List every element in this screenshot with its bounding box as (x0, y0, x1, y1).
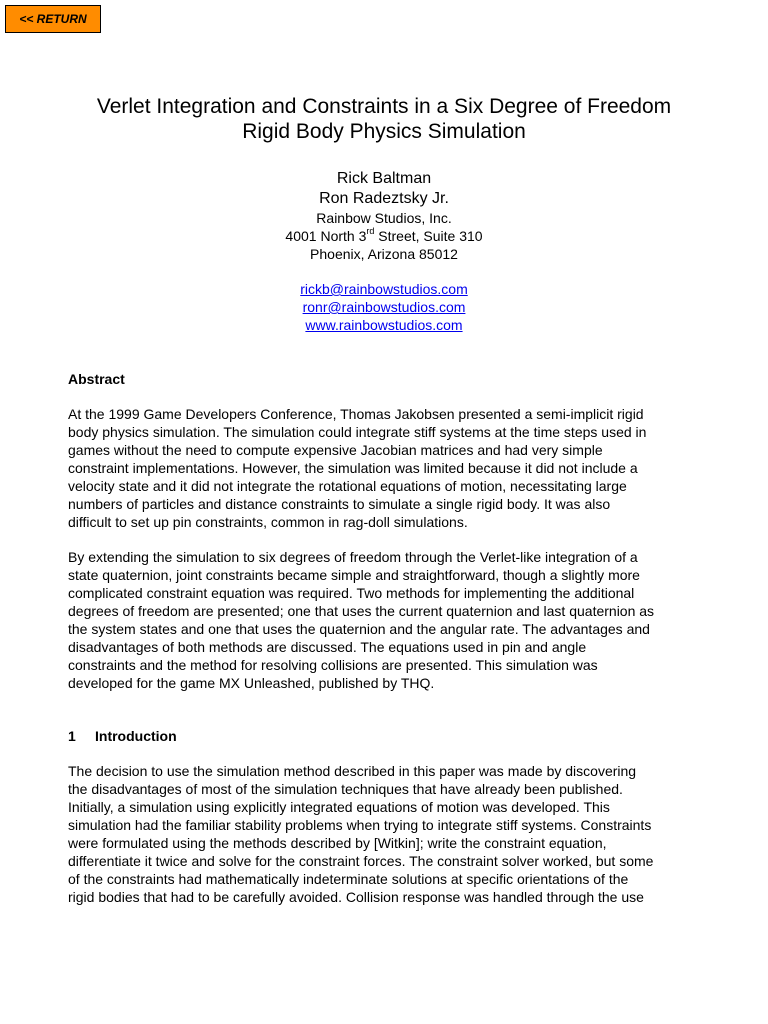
author-name: Rick Baltman (336, 170, 432, 187)
email-link-rickb[interactable]: rickb@rainbowstudios.com (300, 281, 468, 297)
text-line: body physics simulation. The simulation could integrate stiff systems at the time steps used in (68, 424, 647, 440)
author-block (0, 169, 768, 263)
address-superscript: rd (366, 226, 375, 237)
website-link[interactable]: www.rainbowstudios.com (305, 317, 463, 333)
paper-title (0, 94, 768, 144)
contact-links (0, 280, 768, 334)
text-line: numbers of particles and distance constraints to simulate a single rigid body. It was also (68, 496, 611, 512)
text-line: At the 1999 Game Developers Conference, Thomas Jakobsen presented a semi-implicit rigid (68, 406, 644, 422)
text-line: Initially, a simulation using explicitly integrated equations of motion was developed. This (68, 799, 610, 815)
text-line: degrees of freedom are presented; one that uses the current quaternion and last quaternion as (68, 603, 655, 619)
email-link-ronr[interactable]: ronr@rainbowstudios.com (302, 299, 466, 315)
text-line: developed for the game MX Unleashed, published by THQ. (68, 675, 435, 691)
text-line: simulation had the familiar stability problems when trying to integrate stiff systems. Constraints (68, 817, 652, 833)
section-number: 1 (68, 728, 76, 744)
text-line: complicated constraint equation was required. Two methods for implementing the additional (68, 585, 635, 601)
text-line: state quaternion, joint constraints became simple and straightforward, though a slightly more (68, 567, 640, 583)
address-suffix: Street, Suite 310 (374, 228, 483, 244)
text-line: The decision to use the simulation method described in this paper was made by discovering (68, 763, 637, 779)
address-prefix: 4001 North 3 (285, 228, 367, 244)
abstract-paragraph-2 (68, 548, 708, 692)
text-line: By extending the simulation to six degrees of freedom through the Verlet-like integration of a (68, 549, 638, 565)
affiliation-company: Rainbow Studios, Inc. (316, 210, 452, 226)
abstract-paragraph-1 (68, 405, 708, 531)
affiliation-city: Phoenix, Arizona 85012 (310, 246, 458, 262)
title-line: Rigid Body Physics Simulation (242, 120, 526, 143)
title-line: Verlet Integration and Constraints in a Six Degree of Freedom (96, 95, 672, 118)
introduction-paragraph (68, 762, 708, 906)
text-line: rigid bodies that had to be carefully avoided. Collision response was handled through the use (68, 889, 644, 905)
abstract-heading: Abstract (68, 371, 125, 387)
text-line: difficult to set up pin constraints, common in rag-doll simulations. (68, 514, 468, 530)
text-line: the disadvantages of most of the simulation techniques that have already been published. (68, 781, 623, 797)
text-line: disadvantages of both methods are discussed. The equations used in pin and angle (68, 639, 587, 655)
text-line: games without the need to compute expensive Jacobian matrices and had very simple (68, 442, 603, 458)
text-line: differentiate it twice and solve for the constraint forces. The constraint solver worked, but some (68, 853, 654, 869)
text-line: were formulated using the methods described by [Witkin]; write the constraint equation, (68, 835, 607, 851)
affiliation-address (0, 227, 768, 245)
section-title: Introduction (95, 728, 177, 744)
introduction-heading (68, 727, 177, 745)
author-name: Ron Radeztsky Jr. (319, 190, 449, 207)
text-line: the system states and one that uses the quaternion and the angular rate. The advantages and (68, 621, 650, 637)
return-button[interactable]: << RETURN (5, 5, 101, 33)
text-line: constraint implementations. However, the simulation was limited because it did not include a (68, 460, 638, 476)
text-line: constraints and the method for resolving collisions are presented. This simulation was (68, 657, 598, 673)
text-line: of the constraints had mathematically indeterminate solutions at specific orientations of the (68, 871, 629, 887)
text-line: velocity state and it did not integrate the rotational equations of motion, necessitating large (68, 478, 627, 494)
